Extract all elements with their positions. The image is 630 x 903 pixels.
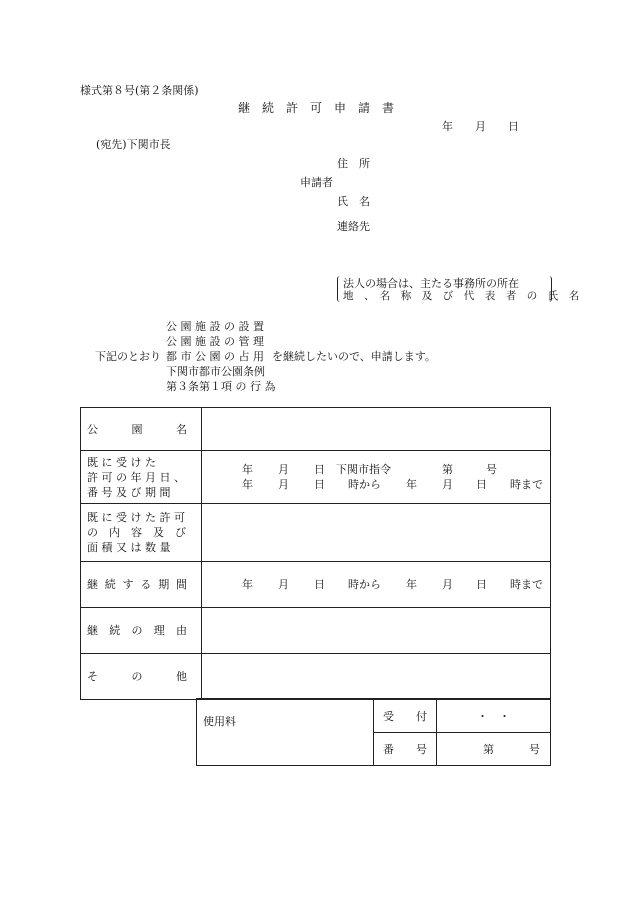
name-label: 氏 名 — [337, 195, 370, 208]
statement-suffix: を継続したいので、申請します。 — [272, 350, 436, 363]
reason-field[interactable] — [202, 608, 551, 654]
fee-row-receipt — [197, 699, 551, 733]
prev-content-field[interactable] — [202, 504, 551, 562]
prev-permit-label: 既 に 受 け た 許 可 の 年 月 日 、 番 号 及 び 期 間 — [81, 451, 202, 504]
option-park-facility-manage: 公 園 施 設 の 管 理 — [166, 335, 264, 348]
corporate-note-line2: 地 、 名 称 及 び 代 表 者 の 氏 名 — [343, 290, 580, 302]
fee-label-cell — [197, 699, 374, 766]
other-label: そ の 他 — [81, 654, 202, 700]
row-period — [81, 562, 551, 608]
prev-permit-field[interactable]: 年 月 日 下関市指令 第 号 年 月 日 時から 年 月 日 時まで — [202, 451, 551, 504]
option-park-occupancy: 都 市 公 園 の 占 用 — [166, 350, 264, 363]
statement-prefix: 下記のとおり — [95, 350, 161, 363]
number-label: 番 号 — [374, 733, 437, 766]
period-field[interactable]: 年 月 日 時から 年 月 日 時まで — [202, 562, 551, 608]
form-number: 様式第８号(第２条関係) — [80, 84, 199, 97]
corporate-note-line1: 法人の場合は、主たる事務所の所在 — [343, 277, 519, 290]
row-prev-content — [81, 504, 551, 562]
prev-content-label: 既 に 受 け た 許 可 の 内 容 及 び 面 積 又 は 数 量 — [81, 504, 202, 562]
receipt-label: 受 付 — [374, 699, 437, 733]
contact-label: 連絡先 — [337, 220, 370, 233]
park-name-label: 公 園 名 — [81, 408, 202, 451]
park-name-field[interactable] — [202, 408, 551, 451]
other-field[interactable] — [202, 654, 551, 700]
date-line: 年 月 日 — [442, 120, 519, 133]
applicant-label: 申請者 — [300, 176, 333, 189]
document-title: 継 続 許 可 申 請 書 — [238, 101, 395, 115]
period-label: 継 続 す る 期 間 — [81, 562, 202, 608]
note-bracket-right — [546, 276, 552, 302]
receipt-value[interactable]: ・ ・ — [437, 699, 551, 733]
row-park-name — [81, 408, 551, 451]
address-label: 住 所 — [337, 157, 370, 170]
row-other — [81, 654, 551, 700]
reason-label: 継 続 の 理 由 — [81, 608, 202, 654]
fee-table — [196, 698, 551, 766]
addressee: (宛先)下関市長 — [96, 138, 171, 151]
row-reason — [81, 608, 551, 654]
application-table — [80, 407, 551, 700]
option-ordinance: 下関市都市公園条例 — [166, 365, 265, 378]
row-prev-permit — [81, 451, 551, 504]
option-park-facility-install: 公 園 施 設 の 設 置 — [166, 320, 264, 333]
fee-label: 使用料 — [203, 715, 236, 728]
option-article: 第３条第１項 の 行 為 — [166, 380, 276, 393]
number-value[interactable]: 第 号 — [437, 733, 551, 766]
